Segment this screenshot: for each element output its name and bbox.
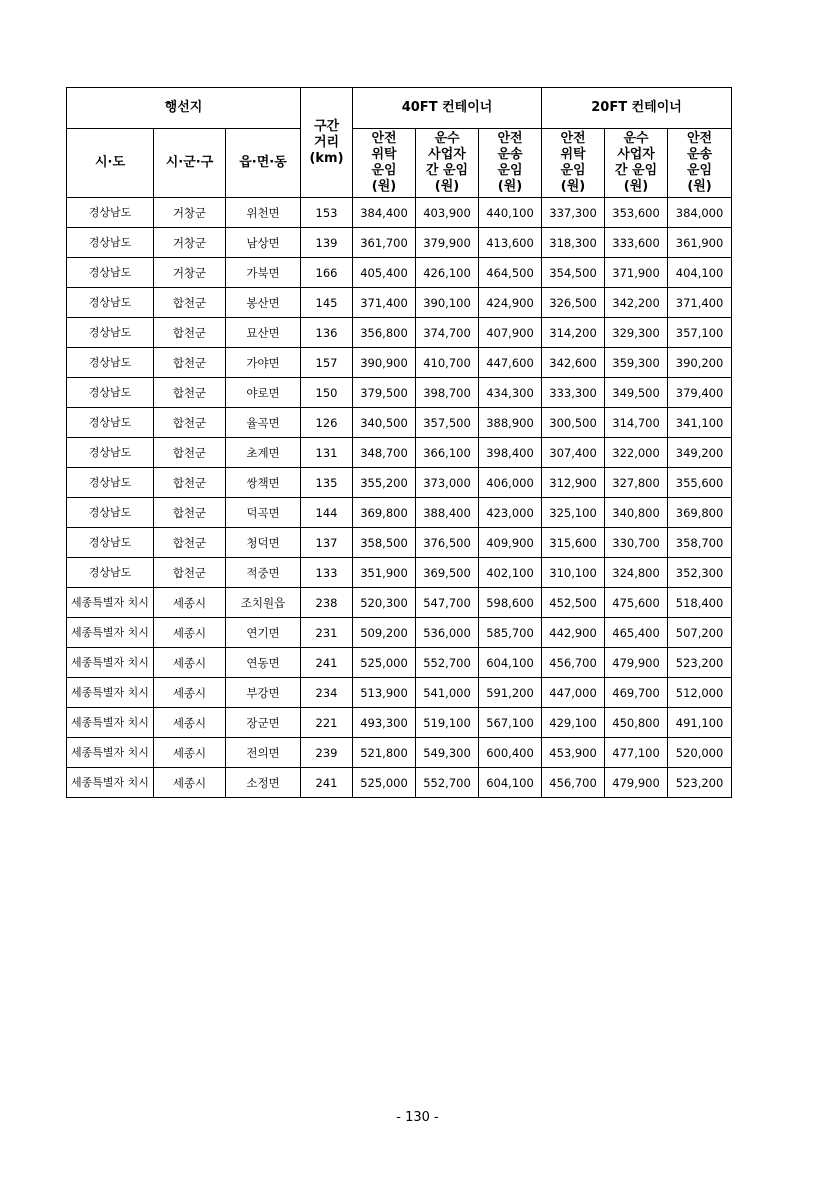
header-sido: 시·도 [67, 129, 154, 198]
cell-40ft-between: 398,700 [416, 378, 479, 408]
table-body [67, 198, 732, 798]
cell-20ft-consign: 325,100 [542, 498, 605, 528]
cell-40ft-consign: 355,200 [353, 468, 416, 498]
cell-40ft-consign: 493,300 [353, 708, 416, 738]
cell-20ft-consign: 429,100 [542, 708, 605, 738]
cell-40ft-consign: 520,300 [353, 588, 416, 618]
cell-20ft-between: 340,800 [605, 498, 668, 528]
cell-40ft-transport: 604,100 [479, 768, 542, 798]
cell-eupmyeondong: 전의면 [226, 738, 301, 768]
cell-sigungu: 세종시 [154, 738, 226, 768]
cell-20ft-between: 359,300 [605, 348, 668, 378]
cell-sido: 세종특별자 치시 [67, 708, 154, 738]
cell-eupmyeondong: 남상면 [226, 228, 301, 258]
cell-sigungu: 세종시 [154, 678, 226, 708]
table-row [67, 768, 732, 798]
cell-sigungu: 합천군 [154, 318, 226, 348]
cell-sigungu: 합천군 [154, 528, 226, 558]
cell-eupmyeondong: 청덕면 [226, 528, 301, 558]
cell-sigungu: 거창군 [154, 228, 226, 258]
cell-sido: 세종특별자 치시 [67, 588, 154, 618]
cell-20ft-consign: 456,700 [542, 768, 605, 798]
cell-20ft-consign: 315,600 [542, 528, 605, 558]
cell-20ft-between: 333,600 [605, 228, 668, 258]
cell-40ft-consign: 358,500 [353, 528, 416, 558]
cell-20ft-transport: 355,600 [668, 468, 732, 498]
cell-20ft-consign: 452,500 [542, 588, 605, 618]
cell-20ft-transport: 520,000 [668, 738, 732, 768]
cell-40ft-transport: 388,900 [479, 408, 542, 438]
table-row [67, 318, 732, 348]
cell-sido: 경상남도 [67, 288, 154, 318]
cell-40ft-consign: 525,000 [353, 648, 416, 678]
header-20ft-group: 20FT 컨테이너 [542, 88, 732, 129]
cell-eupmyeondong: 조치원읍 [226, 588, 301, 618]
cell-sido: 세종특별자 치시 [67, 768, 154, 798]
cell-sigungu: 세종시 [154, 588, 226, 618]
cell-40ft-transport: 600,400 [479, 738, 542, 768]
cell-sigungu: 합천군 [154, 288, 226, 318]
cell-20ft-transport: 341,100 [668, 408, 732, 438]
cell-40ft-between: 552,700 [416, 768, 479, 798]
cell-distance: 239 [301, 738, 353, 768]
cell-20ft-transport: 349,200 [668, 438, 732, 468]
cell-20ft-between: 371,900 [605, 258, 668, 288]
cell-40ft-transport: 398,400 [479, 438, 542, 468]
cell-40ft-between: 541,000 [416, 678, 479, 708]
cell-40ft-consign: 361,700 [353, 228, 416, 258]
table-row [67, 708, 732, 738]
cell-40ft-consign: 390,900 [353, 348, 416, 378]
cell-20ft-consign: 333,300 [542, 378, 605, 408]
cell-sido: 세종특별자 치시 [67, 738, 154, 768]
cell-40ft-consign: 340,500 [353, 408, 416, 438]
table-row [67, 588, 732, 618]
cell-sigungu: 합천군 [154, 468, 226, 498]
cell-distance: 241 [301, 648, 353, 678]
cell-20ft-transport: 523,200 [668, 768, 732, 798]
cell-20ft-transport: 523,200 [668, 648, 732, 678]
cell-20ft-transport: 512,000 [668, 678, 732, 708]
cell-sido: 경상남도 [67, 378, 154, 408]
cell-sigungu: 합천군 [154, 378, 226, 408]
cell-sido: 경상남도 [67, 408, 154, 438]
cell-sido: 경상남도 [67, 528, 154, 558]
cell-sigungu: 세종시 [154, 618, 226, 648]
cell-sido: 경상남도 [67, 258, 154, 288]
cell-40ft-consign: 513,900 [353, 678, 416, 708]
cell-20ft-consign: 314,200 [542, 318, 605, 348]
cell-20ft-transport: 384,000 [668, 198, 732, 228]
cell-distance: 231 [301, 618, 353, 648]
cell-sido: 경상남도 [67, 498, 154, 528]
cell-40ft-between: 519,100 [416, 708, 479, 738]
table-row [67, 408, 732, 438]
cell-20ft-transport: 518,400 [668, 588, 732, 618]
cell-sido: 경상남도 [67, 468, 154, 498]
cell-40ft-between: 403,900 [416, 198, 479, 228]
cell-40ft-consign: 356,800 [353, 318, 416, 348]
cell-20ft-transport: 352,300 [668, 558, 732, 588]
cell-40ft-between: 426,100 [416, 258, 479, 288]
cell-distance: 131 [301, 438, 353, 468]
cell-40ft-consign: 369,800 [353, 498, 416, 528]
cell-eupmyeondong: 초계면 [226, 438, 301, 468]
cell-20ft-consign: 312,900 [542, 468, 605, 498]
cell-distance: 157 [301, 348, 353, 378]
cell-20ft-transport: 507,200 [668, 618, 732, 648]
cell-eupmyeondong: 장군면 [226, 708, 301, 738]
cell-40ft-between: 388,400 [416, 498, 479, 528]
cell-40ft-transport: 402,100 [479, 558, 542, 588]
table-row [67, 198, 732, 228]
cell-sigungu: 합천군 [154, 558, 226, 588]
cell-40ft-transport: 406,000 [479, 468, 542, 498]
cell-20ft-transport: 369,800 [668, 498, 732, 528]
header-20ft-transport: 안전 운송 운임 (원) [668, 129, 732, 198]
table-row [67, 378, 732, 408]
cell-40ft-between: 373,000 [416, 468, 479, 498]
cell-sido: 경상남도 [67, 438, 154, 468]
cell-40ft-transport: 413,600 [479, 228, 542, 258]
cell-sido: 세종특별자 치시 [67, 618, 154, 648]
cell-20ft-transport: 361,900 [668, 228, 732, 258]
table-row [67, 528, 732, 558]
cell-distance: 150 [301, 378, 353, 408]
cell-distance: 144 [301, 498, 353, 528]
cell-40ft-between: 374,700 [416, 318, 479, 348]
cell-distance: 135 [301, 468, 353, 498]
cell-40ft-transport: 407,900 [479, 318, 542, 348]
cell-40ft-between: 410,700 [416, 348, 479, 378]
cell-40ft-consign: 384,400 [353, 198, 416, 228]
cell-20ft-between: 479,900 [605, 648, 668, 678]
cell-40ft-between: 379,900 [416, 228, 479, 258]
cell-20ft-between: 469,700 [605, 678, 668, 708]
cell-40ft-transport: 585,700 [479, 618, 542, 648]
cell-eupmyeondong: 부강면 [226, 678, 301, 708]
cell-sigungu: 거창군 [154, 198, 226, 228]
cell-eupmyeondong: 가북면 [226, 258, 301, 288]
cell-distance: 133 [301, 558, 353, 588]
cell-eupmyeondong: 묘산면 [226, 318, 301, 348]
cell-20ft-between: 322,000 [605, 438, 668, 468]
table-row [67, 678, 732, 708]
cell-distance: 139 [301, 228, 353, 258]
cell-20ft-transport: 379,400 [668, 378, 732, 408]
cell-20ft-between: 477,100 [605, 738, 668, 768]
table-row [67, 648, 732, 678]
header-40ft-consign: 안전 위탁 운임 (원) [353, 129, 416, 198]
cell-eupmyeondong: 위천면 [226, 198, 301, 228]
header-eupmyeondong: 읍·면·동 [226, 129, 301, 198]
header-40ft-between: 운수 사업자 간 운임 (원) [416, 129, 479, 198]
cell-40ft-between: 552,700 [416, 648, 479, 678]
cell-40ft-transport: 591,200 [479, 678, 542, 708]
header-sigungu: 시·군·구 [154, 129, 226, 198]
cell-40ft-transport: 447,600 [479, 348, 542, 378]
cell-20ft-between: 450,800 [605, 708, 668, 738]
cell-20ft-consign: 318,300 [542, 228, 605, 258]
cell-40ft-transport: 424,900 [479, 288, 542, 318]
cell-eupmyeondong: 율곡면 [226, 408, 301, 438]
cell-40ft-transport: 409,900 [479, 528, 542, 558]
cell-eupmyeondong: 적중면 [226, 558, 301, 588]
cell-40ft-transport: 604,100 [479, 648, 542, 678]
cell-eupmyeondong: 연기면 [226, 618, 301, 648]
cell-20ft-transport: 390,200 [668, 348, 732, 378]
cell-20ft-consign: 307,400 [542, 438, 605, 468]
cell-20ft-between: 330,700 [605, 528, 668, 558]
cell-20ft-between: 479,900 [605, 768, 668, 798]
cell-20ft-between: 465,400 [605, 618, 668, 648]
cell-40ft-between: 547,700 [416, 588, 479, 618]
header-location-group: 행선지 [67, 88, 301, 129]
cell-eupmyeondong: 덕곡면 [226, 498, 301, 528]
header-40ft-transport: 안전 운송 운임 (원) [479, 129, 542, 198]
cell-20ft-consign: 300,500 [542, 408, 605, 438]
cell-20ft-between: 329,300 [605, 318, 668, 348]
cell-sigungu: 세종시 [154, 708, 226, 738]
cell-sido: 세종특별자 치시 [67, 648, 154, 678]
cell-20ft-between: 314,700 [605, 408, 668, 438]
cell-40ft-transport: 440,100 [479, 198, 542, 228]
cell-distance: 153 [301, 198, 353, 228]
table-row [67, 618, 732, 648]
cell-sido: 경상남도 [67, 558, 154, 588]
table-row [67, 468, 732, 498]
cell-40ft-transport: 598,600 [479, 588, 542, 618]
cell-20ft-between: 342,200 [605, 288, 668, 318]
cell-20ft-between: 324,800 [605, 558, 668, 588]
cell-distance: 241 [301, 768, 353, 798]
cell-distance: 136 [301, 318, 353, 348]
table-row [67, 438, 732, 468]
cell-20ft-consign: 337,300 [542, 198, 605, 228]
cell-20ft-consign: 442,900 [542, 618, 605, 648]
cell-40ft-consign: 351,900 [353, 558, 416, 588]
cell-20ft-transport: 371,400 [668, 288, 732, 318]
cell-20ft-between: 475,600 [605, 588, 668, 618]
cell-40ft-transport: 423,000 [479, 498, 542, 528]
table-row [67, 738, 732, 768]
cell-20ft-consign: 354,500 [542, 258, 605, 288]
cell-40ft-consign: 405,400 [353, 258, 416, 288]
cell-40ft-transport: 434,300 [479, 378, 542, 408]
cell-distance: 234 [301, 678, 353, 708]
cell-40ft-between: 357,500 [416, 408, 479, 438]
cell-20ft-consign: 456,700 [542, 648, 605, 678]
cell-distance: 166 [301, 258, 353, 288]
cell-eupmyeondong: 연동면 [226, 648, 301, 678]
page-number: - 130 - [396, 1110, 439, 1125]
cell-eupmyeondong: 쌍책면 [226, 468, 301, 498]
cell-eupmyeondong: 가야면 [226, 348, 301, 378]
cell-sigungu: 세종시 [154, 648, 226, 678]
cell-eupmyeondong: 소정면 [226, 768, 301, 798]
cell-20ft-consign: 342,600 [542, 348, 605, 378]
cell-40ft-between: 366,100 [416, 438, 479, 468]
cell-40ft-between: 376,500 [416, 528, 479, 558]
cell-sigungu: 합천군 [154, 348, 226, 378]
cell-eupmyeondong: 야로면 [226, 378, 301, 408]
cell-20ft-transport: 404,100 [668, 258, 732, 288]
cell-40ft-consign: 348,700 [353, 438, 416, 468]
header-distance: 구간 거리 (km) [301, 88, 353, 198]
freight-rate-table [66, 87, 732, 798]
cell-20ft-between: 327,800 [605, 468, 668, 498]
cell-40ft-between: 536,000 [416, 618, 479, 648]
cell-sido: 경상남도 [67, 348, 154, 378]
cell-sido: 세종특별자 치시 [67, 678, 154, 708]
cell-distance: 145 [301, 288, 353, 318]
cell-40ft-transport: 464,500 [479, 258, 542, 288]
cell-sigungu: 합천군 [154, 408, 226, 438]
cell-20ft-consign: 310,100 [542, 558, 605, 588]
cell-20ft-between: 353,600 [605, 198, 668, 228]
cell-sigungu: 합천군 [154, 498, 226, 528]
table-row [67, 228, 732, 258]
table-row [67, 498, 732, 528]
cell-20ft-transport: 357,100 [668, 318, 732, 348]
cell-sido: 경상남도 [67, 318, 154, 348]
header-20ft-consign: 안전 위탁 운임 (원) [542, 129, 605, 198]
cell-sigungu: 세종시 [154, 768, 226, 798]
cell-20ft-transport: 491,100 [668, 708, 732, 738]
table-row [67, 558, 732, 588]
cell-eupmyeondong: 봉산면 [226, 288, 301, 318]
cell-distance: 137 [301, 528, 353, 558]
cell-sigungu: 합천군 [154, 438, 226, 468]
cell-sido: 경상남도 [67, 198, 154, 228]
table-row [67, 258, 732, 288]
cell-20ft-consign: 326,500 [542, 288, 605, 318]
cell-40ft-consign: 509,200 [353, 618, 416, 648]
cell-40ft-between: 369,500 [416, 558, 479, 588]
cell-distance: 221 [301, 708, 353, 738]
table-header [67, 88, 732, 198]
table-row [67, 288, 732, 318]
cell-20ft-between: 349,500 [605, 378, 668, 408]
cell-20ft-consign: 447,000 [542, 678, 605, 708]
cell-40ft-consign: 521,800 [353, 738, 416, 768]
header-20ft-between: 운수 사업자 간 운임 (원) [605, 129, 668, 198]
cell-40ft-transport: 567,100 [479, 708, 542, 738]
cell-40ft-between: 390,100 [416, 288, 479, 318]
cell-sigungu: 거창군 [154, 258, 226, 288]
table-row [67, 348, 732, 378]
cell-20ft-consign: 453,900 [542, 738, 605, 768]
cell-40ft-consign: 525,000 [353, 768, 416, 798]
header-40ft-group: 40FT 컨테이너 [353, 88, 542, 129]
cell-20ft-transport: 358,700 [668, 528, 732, 558]
cell-distance: 238 [301, 588, 353, 618]
cell-distance: 126 [301, 408, 353, 438]
cell-40ft-consign: 379,500 [353, 378, 416, 408]
cell-sido: 경상남도 [67, 228, 154, 258]
cell-40ft-consign: 371,400 [353, 288, 416, 318]
cell-40ft-between: 549,300 [416, 738, 479, 768]
